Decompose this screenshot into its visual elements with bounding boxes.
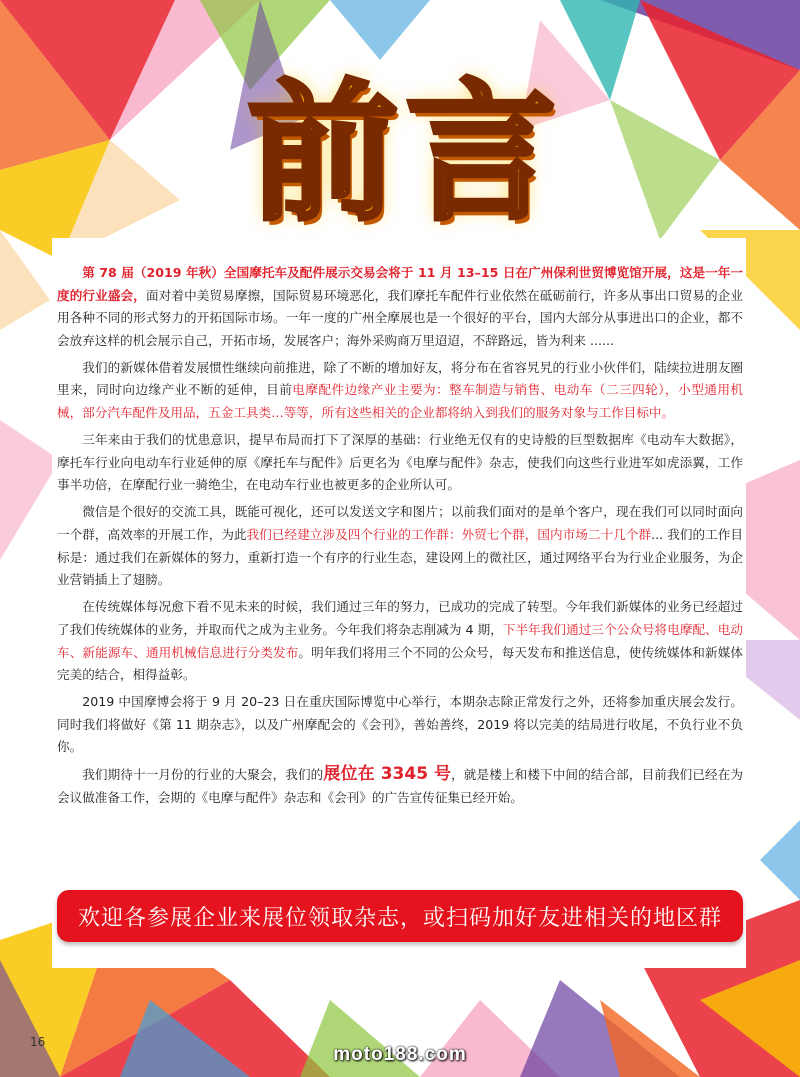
p5-text: 在传统媒体每况愈下看不见未来的时候，我们通过三年的努力，已成功的完成了转型。今年我们新媒体的业务已经超过了我们传统媒体的业务，并取而代之成为主业务。今年我们将杂志削减为 4 期， [57,599,743,637]
p3-text: 三年来由于我们的忧患意识，提早布局而打下了深厚的基础：行业绝无仅有的史诗般的巨型数据库《电动车大数据》，摩托车行业向电动车行业延伸的原《摩托车与配件》后更名为《电摩与配件》杂志，使我们向这些行业进军如虎添翼，工作事半功倍，在摩配行业一骑绝尘，在电动车行业也被更多的企业所认可。 [57,432,743,493]
p4-highlight: 我们已经建立涉及四个行业的工作群：外贸七个群，国内市场二十几个群 [246,527,652,543]
p7-text: 我们期待十一月份的行业的大聚会，我们的 [82,767,324,783]
paragraph-5 [57,596,743,686]
page-title [232,66,572,241]
paragraph-2 [57,357,743,425]
p1-text: 面对着中美贸易摩擦，国际贸易环境恶化，我们摩托车配件行业依然在砥砺前行，许多从事出口贸易的企业用各种不同的形式努力的开拓国际市场。一年一度的广州全摩展也是一个很好的平台，国内大部分从事进出口的企业，都不会放弃这样的机会展示自己，开拓市场，发展客户；海外采购商万里迢迢，不辞路远，皆为利来 ...... [57,287,744,348]
article-body [57,262,743,814]
site-watermark: moto188.com [333,1044,467,1065]
p2-highlight: 电摩配件边缘产业主要为：整车制造与销售、电动车（二三四轮），小型通用机械，部分汽车配件及用品，五金工具类…等等，所有这些相关的企业都将纳入到我们的服务对象与工作目标中。 [57,382,744,421]
paragraph-6 [57,691,743,759]
p6-text: 2019 中国摩博会将于 9 月 20–23 日在重庆国际博览中心举行，本期杂志除正常发行之外，还将参加重庆展会发行。同时我们将做好《第 11 期杂志》，以及广州摩配会的《会刊》，善始善终，2019 将以完美的结局进行收尾，不负行业不负你。 [57,694,743,755]
welcome-banner: 欢迎各参展企业来展位领取杂志，或扫码加好友进相关的地区群 [57,890,743,942]
p4-text-end: ... 我们的工作目标是：通过我们在新媒体的努力，重新打造一个有序的行业生态，建设网上的微社区，通过网络平台为行业企业服务，为企业营销插上了翅膀。 [57,527,744,588]
paragraph-3 [57,429,743,497]
p4-text: 微信是个很好的交流工具，既能可视化，还可以发送文字和图片；以前我们面对的是单个客户，现在我们可以同时面向一个群，高效率的开展工作，为此 [57,504,743,543]
p5-highlight: 下半年我们通过三个公众号将电摩配、电动车、新能源车、通用机械信息进行分类发布 [57,621,743,660]
title-char-2: 言 [406,66,557,241]
p7-text-end: ，就是楼上和楼下中间的结合部，目前我们已经在为会议做准备工作，会期的《电摩与配件》杂志和《会刊》的广告宣传征集已经开始。 [57,767,744,806]
p1-highlight: 第 78 届（2019 年秋）全国摩托车及配件展示交易会将于 11 月 13–15 日在广州保利世贸博览馆开展，这是一年一度的行业盛会， [57,265,743,303]
p2-text: 我们的新媒体借着发展惯性继续向前推进，除了不断的增加好友，将分布在省容旯旯的行业小伙伴们，陆续拉进朋友圈里来，同时向边缘产业不断的延伸，目前 [57,359,743,398]
page-number: 16 [30,1035,46,1049]
title-char-1: 前 [247,66,398,241]
booth-number: 展位在 3345 号 [323,764,452,785]
paragraph-7 [57,763,743,809]
paragraph-4 [57,501,743,591]
paragraph-1 [57,262,743,352]
p5-text-end: 。明年我们将用三个不同的公众号，每天发布和推送信息，使传统媒体和新媒体完美的结合，相得益彰。 [57,644,744,683]
